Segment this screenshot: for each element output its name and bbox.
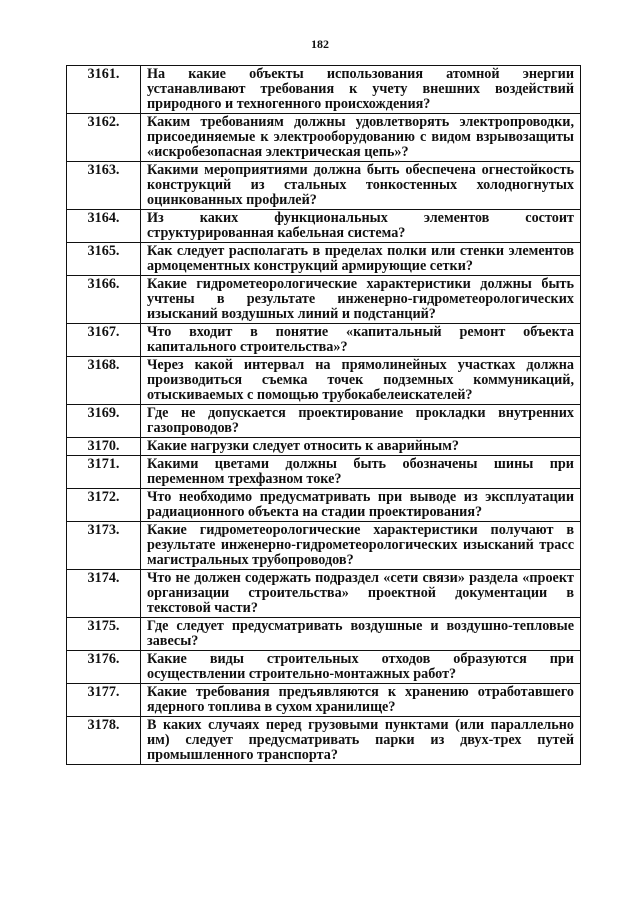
table-row bbox=[67, 684, 581, 717]
table-row bbox=[67, 357, 581, 405]
question-number: 3161. bbox=[67, 66, 141, 114]
question-text: Какие гидрометеорологические характеристики получают в результате инженерно-гидрометеорологических изысканий трасс магистральных трубопроводов? bbox=[141, 522, 581, 570]
question-text: Какими цветами должны быть обозначены шины при переменном трехфазном токе? bbox=[141, 456, 581, 489]
question-number: 3166. bbox=[67, 276, 141, 324]
question-text: Какие виды строительных отходов образуются при осуществлении строительно-монтажных работ? bbox=[141, 651, 581, 684]
table-row bbox=[67, 570, 581, 618]
question-text: Что необходимо предусматривать при выводе из эксплуатации радиационного объекта на стадии проектирования? bbox=[141, 489, 581, 522]
question-number: 3169. bbox=[67, 405, 141, 438]
table-row bbox=[67, 489, 581, 522]
question-number: 3176. bbox=[67, 651, 141, 684]
table-row bbox=[67, 522, 581, 570]
question-number: 3163. bbox=[67, 162, 141, 210]
table-row bbox=[67, 405, 581, 438]
question-number: 3171. bbox=[67, 456, 141, 489]
question-text: Какими мероприятиями должна быть обеспечена огнестойкость конструкций из стальных тонкостенных холодногнутых оцинкованных профилей? bbox=[141, 162, 581, 210]
table-row bbox=[67, 243, 581, 276]
questions-table-body bbox=[67, 66, 581, 765]
table-row bbox=[67, 66, 581, 114]
question-number: 3168. bbox=[67, 357, 141, 405]
table-row bbox=[67, 717, 581, 765]
question-text: На какие объекты использования атомной энергии устанавливают требования к учету внешних воздействий природного и техногенного происхождения? bbox=[141, 66, 581, 114]
question-text: Что входит в понятие «капитальный ремонт объекта капитального строительства»? bbox=[141, 324, 581, 357]
question-number: 3172. bbox=[67, 489, 141, 522]
question-number: 3165. bbox=[67, 243, 141, 276]
table-row bbox=[67, 456, 581, 489]
question-text: Каким требованиям должны удовлетворять электропроводки, присоединяемые к электрооборудованию с видом взрывозащиты «искробезопасная электрическая цепь»? bbox=[141, 114, 581, 162]
question-text: Какие нагрузки следует относить к аварийным? bbox=[141, 438, 581, 456]
table-row bbox=[67, 324, 581, 357]
question-number: 3174. bbox=[67, 570, 141, 618]
question-text: Через какой интервал на прямолинейных участках должна производиться съемка точек подземных коммуникаций, отыскиваемых с помощью трубокабелеискателей? bbox=[141, 357, 581, 405]
question-number: 3175. bbox=[67, 618, 141, 651]
table-row bbox=[67, 210, 581, 243]
table-row bbox=[67, 114, 581, 162]
questions-table bbox=[66, 65, 581, 765]
question-number: 3173. bbox=[67, 522, 141, 570]
question-number: 3170. bbox=[67, 438, 141, 456]
table-row bbox=[67, 651, 581, 684]
table-row bbox=[67, 276, 581, 324]
question-text: Где не допускается проектирование прокладки внутренних газопроводов? bbox=[141, 405, 581, 438]
question-text: Что не должен содержать подраздел «сети связи» раздела «проект организации строительства» проектной документации в текстовой части? bbox=[141, 570, 581, 618]
question-text: В каких случаях перед грузовыми пунктами (или параллельно им) следует предусматривать парки из двух-трех путей промышленного транспорта? bbox=[141, 717, 581, 765]
table-row bbox=[67, 162, 581, 210]
question-text: Где следует предусматривать воздушные и воздушно-тепловые завесы? bbox=[141, 618, 581, 651]
question-number: 3164. bbox=[67, 210, 141, 243]
question-text: Какие требования предъявляются к хранению отработавшего ядерного топлива в сухом хранилище? bbox=[141, 684, 581, 717]
question-text: Как следует располагать в пределах полки или стенки элементов армоцементных конструкций армирующие сетки? bbox=[141, 243, 581, 276]
question-number: 3177. bbox=[67, 684, 141, 717]
table-row bbox=[67, 438, 581, 456]
question-number: 3167. bbox=[67, 324, 141, 357]
page-number: 182 bbox=[311, 37, 329, 51]
question-number: 3178. bbox=[67, 717, 141, 765]
question-text: Какие гидрометеорологические характеристики должны быть учтены в результате инженерно-гидрометеорологических изысканий воздушных линий и подстанций? bbox=[141, 276, 581, 324]
table-row bbox=[67, 618, 581, 651]
question-number: 3162. bbox=[67, 114, 141, 162]
question-text: Из каких функциональных элементов состоит структурированная кабельная система? bbox=[141, 210, 581, 243]
